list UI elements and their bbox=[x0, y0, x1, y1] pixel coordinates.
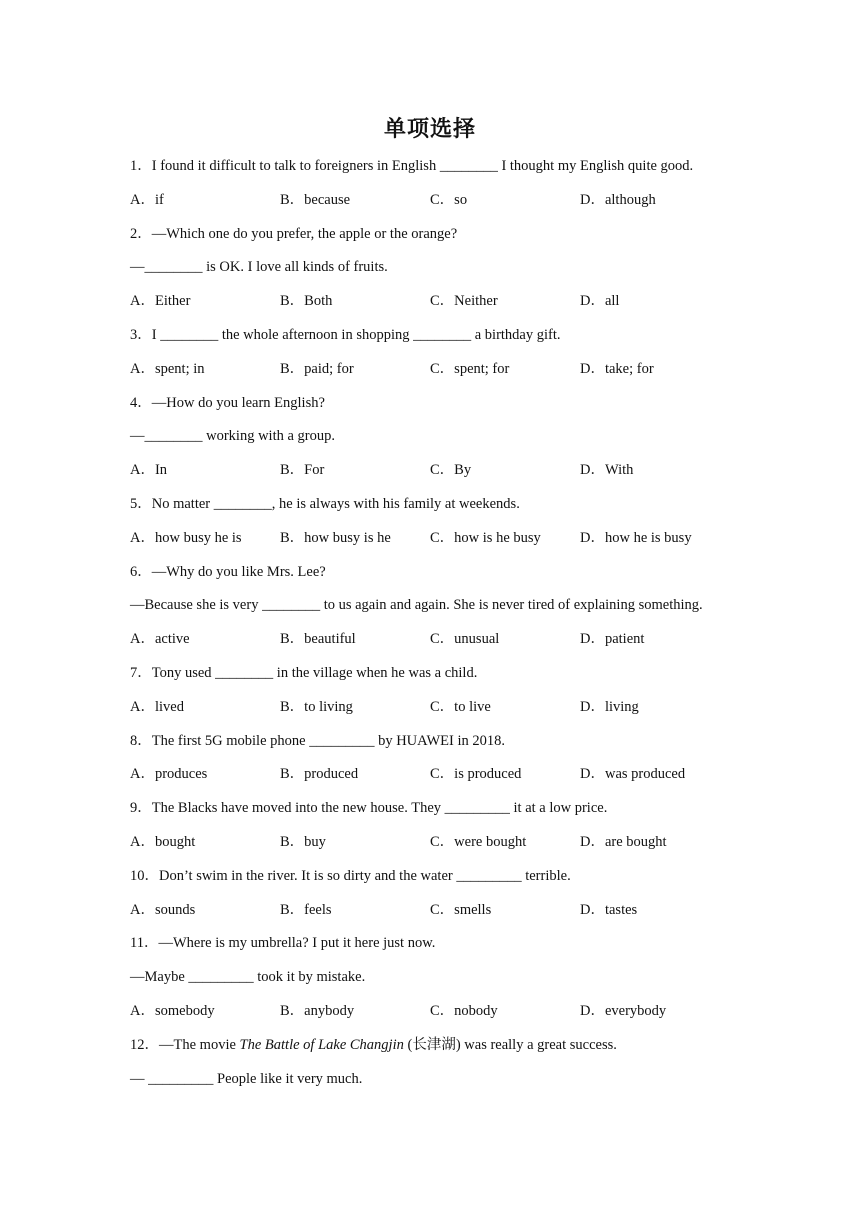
question-8-options bbox=[130, 758, 770, 792]
option-d[interactable]: D．how he is busy bbox=[580, 529, 692, 546]
question-2-stem: 2．—Which one do you prefer, the apple or the orange? bbox=[130, 225, 458, 242]
option-c[interactable]: C．nobody bbox=[430, 1002, 498, 1019]
option-c[interactable]: C．By bbox=[430, 462, 472, 479]
option-c[interactable]: C．smells bbox=[430, 901, 492, 918]
option-b[interactable]: B．Both bbox=[280, 293, 333, 310]
option-d[interactable]: D．take; for bbox=[580, 360, 654, 377]
question-7-options bbox=[130, 691, 770, 725]
option-d[interactable]: D．living bbox=[580, 698, 639, 715]
option-b[interactable]: B．paid; for bbox=[280, 360, 354, 377]
option-d[interactable]: D．all bbox=[580, 293, 620, 310]
question-10-options bbox=[130, 894, 770, 928]
question-11-options bbox=[130, 995, 770, 1029]
question-8-stem: 8．The first 5G mobile phone _________ by HUAWEI in 2018. bbox=[130, 732, 505, 749]
question-1 bbox=[130, 150, 770, 218]
option-d[interactable]: D．are bought bbox=[580, 833, 667, 850]
question-9 bbox=[130, 792, 770, 860]
option-b[interactable]: B．buy bbox=[280, 833, 326, 850]
question-11-stem: 11．—Where is my umbrella? I put it here just now. bbox=[130, 935, 436, 952]
option-b[interactable]: B．beautiful bbox=[280, 631, 356, 648]
question-2-options bbox=[130, 285, 770, 319]
question-8 bbox=[130, 725, 770, 793]
option-b[interactable]: B．feels bbox=[280, 901, 332, 918]
question-5 bbox=[130, 488, 770, 556]
question-1-stem: 1．I found it difficult to talk to foreigners in English ________ I thought my English quite good. bbox=[130, 158, 694, 174]
question-11-reply: —Maybe _________ took it by mistake. bbox=[130, 969, 366, 986]
question-12 bbox=[130, 1029, 770, 1097]
option-a[interactable]: A．active bbox=[130, 631, 190, 648]
question-5-options bbox=[130, 522, 770, 556]
question-7 bbox=[130, 657, 770, 725]
question-7-stem: 7．Tony used ________ in the village when he was a child. bbox=[130, 664, 478, 681]
option-d[interactable]: D．patient bbox=[580, 631, 645, 648]
question-11 bbox=[130, 927, 770, 1028]
option-a[interactable]: A．Either bbox=[130, 293, 191, 310]
question-4 bbox=[130, 387, 770, 488]
option-a[interactable]: A．sounds bbox=[130, 901, 196, 918]
question-3 bbox=[130, 319, 770, 387]
option-d[interactable]: D．everybody bbox=[580, 1002, 667, 1019]
question-9-options bbox=[130, 826, 770, 860]
option-a[interactable]: A．how busy he is bbox=[130, 529, 242, 546]
option-b[interactable]: B．to living bbox=[280, 698, 353, 715]
option-c[interactable]: C．were bought bbox=[430, 833, 527, 850]
option-d[interactable]: D．With bbox=[580, 462, 634, 479]
question-1-options bbox=[130, 184, 770, 218]
option-b[interactable]: B．because bbox=[280, 191, 351, 208]
question-6-stem: 6．—Why do you like Mrs. Lee? bbox=[130, 563, 326, 580]
option-b[interactable]: B．produced bbox=[280, 766, 359, 783]
option-d[interactable]: D．although bbox=[580, 191, 656, 208]
option-a[interactable]: A．if bbox=[130, 191, 164, 208]
question-6-options bbox=[130, 623, 770, 657]
option-c[interactable]: C．spent; for bbox=[430, 360, 510, 377]
question-12-stem-pre: 12．—The movie bbox=[130, 1036, 240, 1053]
question-4-reply: —________ working with a group. bbox=[130, 428, 335, 445]
option-c[interactable]: C．Neither bbox=[430, 293, 498, 310]
question-3-stem: 3．I ________ the whole afternoon in shopping ________ a birthday gift. bbox=[130, 326, 561, 343]
page-title: 单项选择 bbox=[383, 117, 476, 142]
question-list bbox=[130, 150, 770, 1096]
option-a[interactable]: A．bought bbox=[130, 833, 196, 850]
question-9-stem: 9．The Blacks have moved into the new house. They _________ it at a low price. bbox=[130, 800, 608, 817]
option-c[interactable]: C．so bbox=[430, 191, 468, 208]
movie-title: The Battle of Lake Changjin bbox=[239, 1036, 404, 1053]
question-4-stem: 4．—How do you learn English? bbox=[130, 394, 325, 411]
option-b[interactable]: B．how busy is he bbox=[280, 529, 391, 546]
question-3-options bbox=[130, 353, 770, 387]
option-a[interactable]: A．somebody bbox=[130, 1002, 215, 1019]
option-d[interactable]: D．tastes bbox=[580, 901, 638, 918]
option-c[interactable]: C．unusual bbox=[430, 631, 500, 648]
option-c[interactable]: C．to live bbox=[430, 698, 491, 715]
question-5-stem: 5．No matter ________, he is always with his family at weekends. bbox=[130, 495, 520, 512]
question-2 bbox=[130, 218, 770, 319]
option-a[interactable]: A．In bbox=[130, 462, 168, 479]
option-b[interactable]: B．For bbox=[280, 462, 325, 479]
option-a[interactable]: A．spent; in bbox=[130, 360, 205, 377]
question-10 bbox=[130, 860, 770, 928]
question-6 bbox=[130, 556, 770, 657]
question-4-options bbox=[130, 454, 770, 488]
option-a[interactable]: A．produces bbox=[130, 766, 208, 783]
option-a[interactable]: A．lived bbox=[130, 698, 184, 715]
question-10-stem: 10．Don’t swim in the river. It is so dirty and the water _________ terrible. bbox=[130, 867, 571, 884]
option-d[interactable]: D．was produced bbox=[580, 766, 686, 783]
question-12-reply: — _________ People like it very much. bbox=[130, 1070, 363, 1087]
question-12-stem bbox=[130, 1029, 770, 1063]
question-2-reply: —________ is OK. I love all kinds of fruits. bbox=[130, 259, 388, 276]
option-b[interactable]: B．anybody bbox=[280, 1002, 355, 1019]
question-12-stem-post: (长津湖) was really a great success. bbox=[403, 1036, 617, 1053]
option-c[interactable]: C．is produced bbox=[430, 766, 522, 783]
question-6-reply: —Because she is very ________ to us again and again. She is never tired of explaining something. bbox=[130, 597, 703, 614]
option-c[interactable]: C．how is he busy bbox=[430, 529, 541, 546]
